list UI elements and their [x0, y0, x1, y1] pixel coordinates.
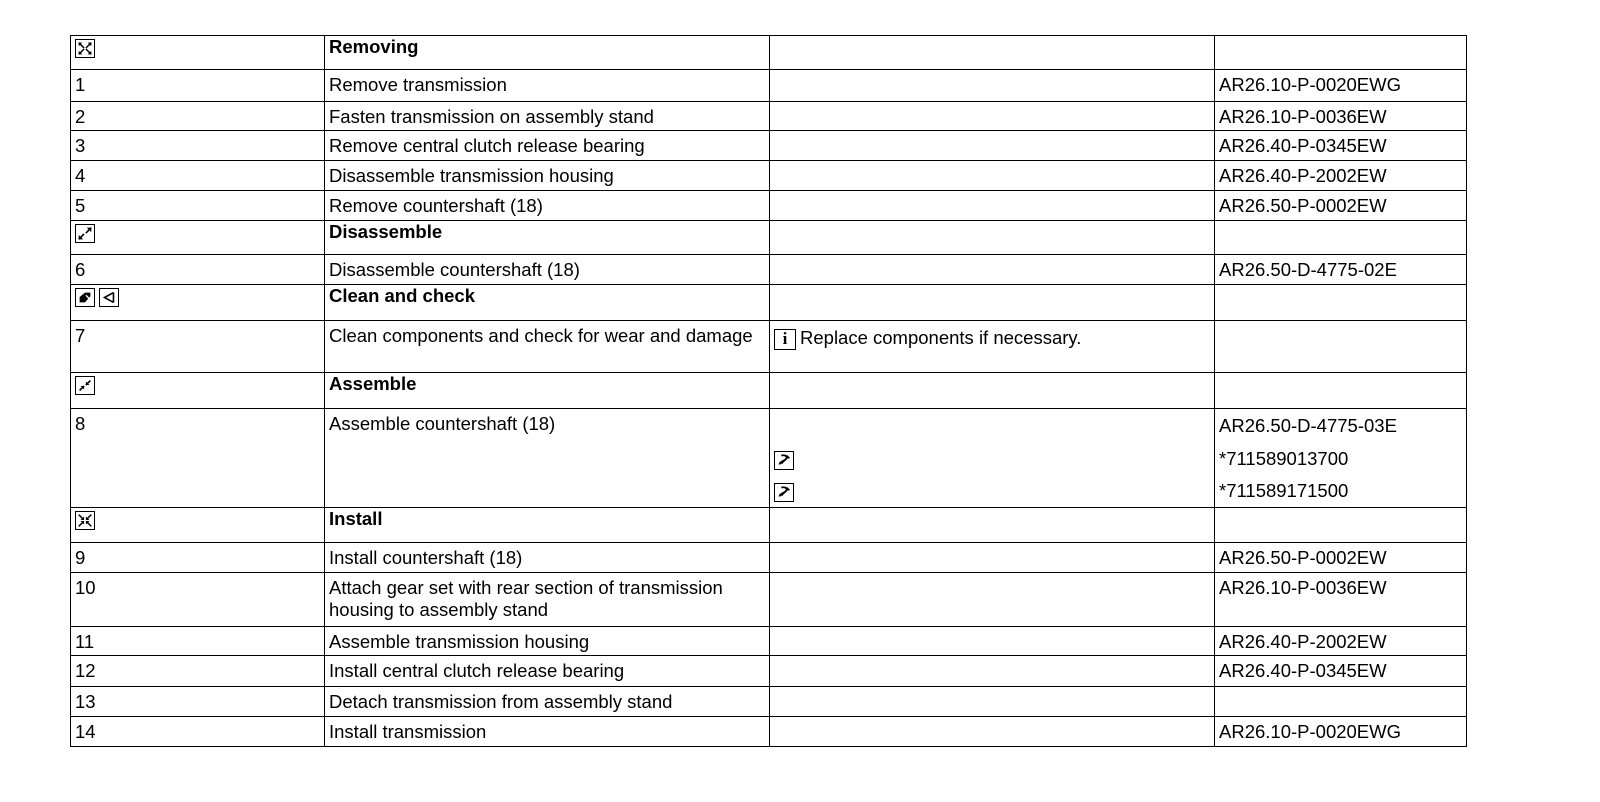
step-reference: AR26.50-D-4775-03E [1219, 415, 1397, 436]
section-icon-cell [71, 373, 325, 409]
step-reference: AR26.10-P-0036EW [1215, 573, 1467, 627]
step-row [71, 191, 1467, 221]
step-number: 12 [71, 656, 325, 687]
step-row [71, 627, 1467, 656]
step-reference: AR26.40-P-0345EW [1215, 131, 1467, 161]
step-text: Disassemble countershaft (18) [325, 255, 770, 285]
step-reference: AR26.10-P-0020EWG [1215, 717, 1467, 747]
step-text: Attach gear set with rear section of transmission housing to assembly stand [325, 573, 770, 627]
tool-number: *711589171500 [1219, 480, 1349, 501]
tool-cell [770, 409, 1215, 508]
step-text: Remove central clutch release bearing [325, 131, 770, 161]
section-title: Assemble [325, 373, 770, 409]
step-text: Install transmission [325, 717, 770, 747]
section-row-assemble [71, 373, 1467, 409]
tool-number: *711589013700 [1219, 448, 1349, 469]
expand-arrows-icon [75, 39, 95, 58]
info-icon: i [774, 329, 796, 350]
step-reference: AR26.50-D-4775-02E [1215, 255, 1467, 285]
step-note: Replace components if necessary. [800, 327, 1082, 348]
step-row [71, 102, 1467, 131]
step-text: Detach transmission from assembly stand [325, 687, 770, 717]
diagonal-arrows-icon [75, 376, 95, 395]
step-number: 3 [71, 131, 325, 161]
section-row-removing [71, 36, 1467, 70]
step-text: Install central clutch release bearing [325, 656, 770, 687]
step-text: Assemble transmission housing [325, 627, 770, 656]
section-row-install [71, 508, 1467, 543]
step-reference: AR26.50-P-0002EW [1215, 543, 1467, 573]
step-row [71, 131, 1467, 161]
step-number: 5 [71, 191, 325, 221]
step-reference: AR26.10-P-0036EW [1215, 102, 1467, 131]
step-row [71, 161, 1467, 191]
step-text: Disassemble transmission housing [325, 161, 770, 191]
clean-brush-icon [75, 288, 95, 307]
section-title: Install [325, 508, 770, 543]
step-row [71, 573, 1467, 627]
section-icon-cell [71, 508, 325, 543]
step-text: Clean components and check for wear and damage [325, 321, 770, 373]
section-icon-cell [71, 221, 325, 255]
step-number: 8 [71, 409, 325, 508]
step-row [71, 70, 1467, 102]
procedure-table [70, 35, 1467, 747]
step-reference: AR26.40-P-2002EW [1215, 161, 1467, 191]
step-number: 4 [71, 161, 325, 191]
step-text: Assemble countershaft (18) [325, 409, 770, 508]
step-reference: AR26.40-P-2002EW [1215, 627, 1467, 656]
step-reference: AR26.50-P-0002EW [1215, 191, 1467, 221]
section-icon-cell [71, 285, 325, 321]
step-number: 6 [71, 255, 325, 285]
check-triangle-icon [99, 288, 119, 307]
section-icon-cell [71, 36, 325, 70]
step-reference: AR26.10-P-0020EWG [1215, 70, 1467, 102]
step-text: Remove transmission [325, 70, 770, 102]
ref-cell [1215, 409, 1467, 508]
diagonal-arrows-icon [75, 224, 95, 243]
section-title: Disassemble [325, 221, 770, 255]
special-tool-icon [774, 483, 794, 502]
step-number: 1 [71, 70, 325, 102]
step-number: 11 [71, 627, 325, 656]
step-reference: AR26.40-P-0345EW [1215, 656, 1467, 687]
step-number: 9 [71, 543, 325, 573]
step-reference [1215, 321, 1467, 373]
step-row [71, 321, 1467, 373]
section-title: Removing [325, 36, 770, 70]
step-reference [1215, 687, 1467, 717]
step-text: Fasten transmission on assembly stand [325, 102, 770, 131]
step-row [71, 255, 1467, 285]
section-row-clean-check [71, 285, 1467, 321]
step-text: Install countershaft (18) [325, 543, 770, 573]
step-row [71, 543, 1467, 573]
step-number: 10 [71, 573, 325, 627]
step-text: Remove countershaft (18) [325, 191, 770, 221]
step-row [71, 717, 1467, 747]
note-cell [770, 321, 1215, 373]
special-tool-icon [774, 451, 794, 470]
step-row [71, 687, 1467, 717]
step-number: 7 [71, 321, 325, 373]
step-row [71, 409, 1467, 508]
section-row-disassemble [71, 221, 1467, 255]
step-number: 2 [71, 102, 325, 131]
step-number: 14 [71, 717, 325, 747]
step-row [71, 656, 1467, 687]
section-title: Clean and check [325, 285, 770, 321]
contract-arrows-icon [75, 511, 95, 530]
step-number: 13 [71, 687, 325, 717]
